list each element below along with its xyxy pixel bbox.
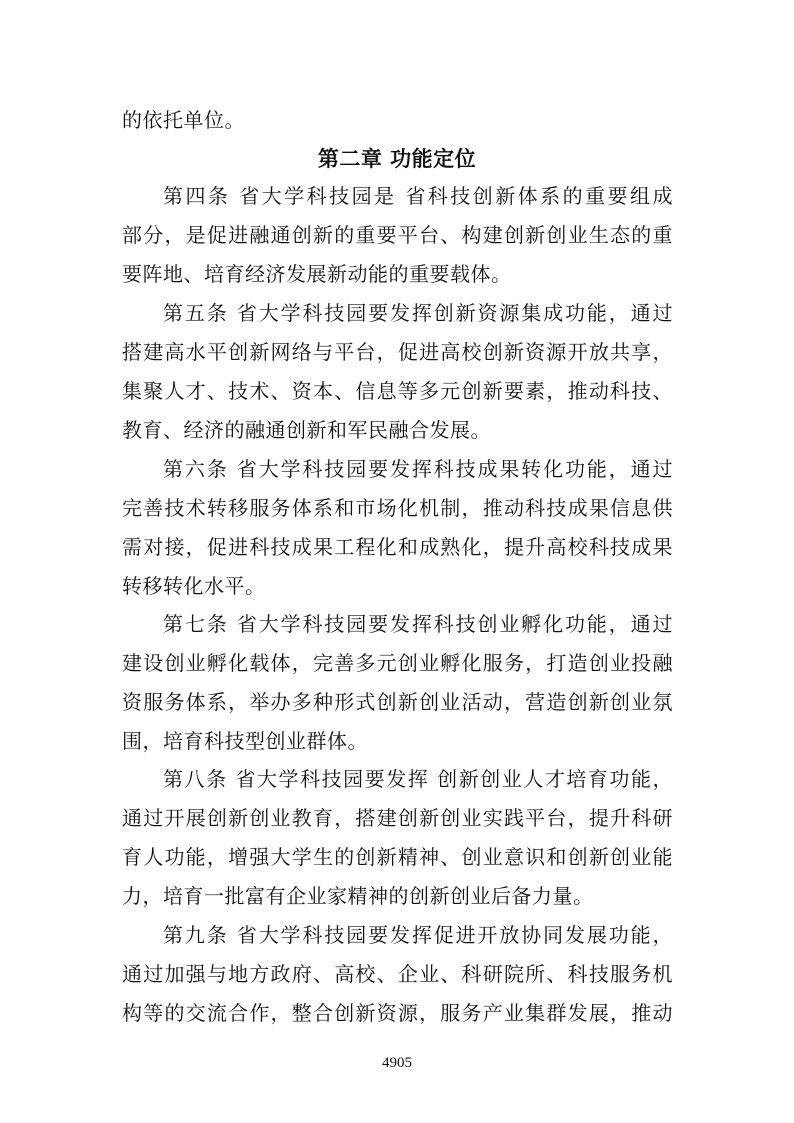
text-line: 集聚人才、技术、资本、信息等多元创新要素，推动科技、: [122, 379, 673, 403]
text-line: 第八条 省大学科技园要发挥 创新创业人才培育功能，: [163, 767, 673, 791]
page-number: 4905: [382, 1055, 412, 1071]
text-line: 教育、经济的融通创新和军民融合发展。: [122, 418, 491, 442]
text-line: 部分，是促进融通创新的重要平台、构建创新创业生态的重: [122, 223, 673, 247]
text-line: 第九条 省大学科技园要发挥促进开放协同发展功能，: [163, 923, 673, 947]
text-line: 第四条 省大学科技园是 省科技创新体系的重要组成: [163, 184, 673, 208]
text-line: 要阵地、培育经济发展新动能的重要载体。: [122, 262, 512, 286]
text-line: 建设创业孵化载体，完善多元创业孵化服务，打造创业投融: [122, 651, 673, 675]
chapter-heading: 第二章 功能定位: [317, 147, 477, 171]
text-line: 力，培育一批富有企业家精神的创新创业后备力量。: [122, 884, 594, 908]
text-line: 的依托单位。: [122, 108, 245, 132]
text-line: 通过加强与地方政府、高校、企业、科研院所、科技服务机: [122, 962, 673, 986]
text-line: 第七条 省大学科技园要发挥科技创业孵化功能，通过: [163, 612, 673, 636]
text-line: 转移转化水平。: [122, 574, 266, 598]
text-line: 第五条 省大学科技园要发挥创新资源集成功能，通过: [163, 301, 673, 325]
text-line: 育人功能，增强大学生的创新精神、创业意识和创新创业能: [122, 845, 673, 869]
text-line: 搭建高水平创新网络与平台，促进高校创新资源开放共享，: [122, 340, 673, 364]
text-line: 需对接，促进科技成果工程化和成熟化，提升高校科技成果: [122, 535, 673, 559]
text-line: 资服务体系，举办多种形式创新创业活动，营造创新创业氛: [122, 690, 673, 714]
text-line: 构等的交流合作，整合创新资源，服务产业集群发展，推动: [122, 1001, 673, 1025]
text-line: 完善技术转移服务体系和市场化机制，推动科技成果信息供: [122, 496, 673, 520]
text-line: 围，培育科技型创业群体。: [122, 729, 368, 753]
text-line: 第六条 省大学科技园要发挥科技成果转化功能，通过: [163, 457, 673, 481]
text-line: 通过开展创新创业教育，搭建创新创业实践平台，提升科研: [122, 806, 673, 830]
